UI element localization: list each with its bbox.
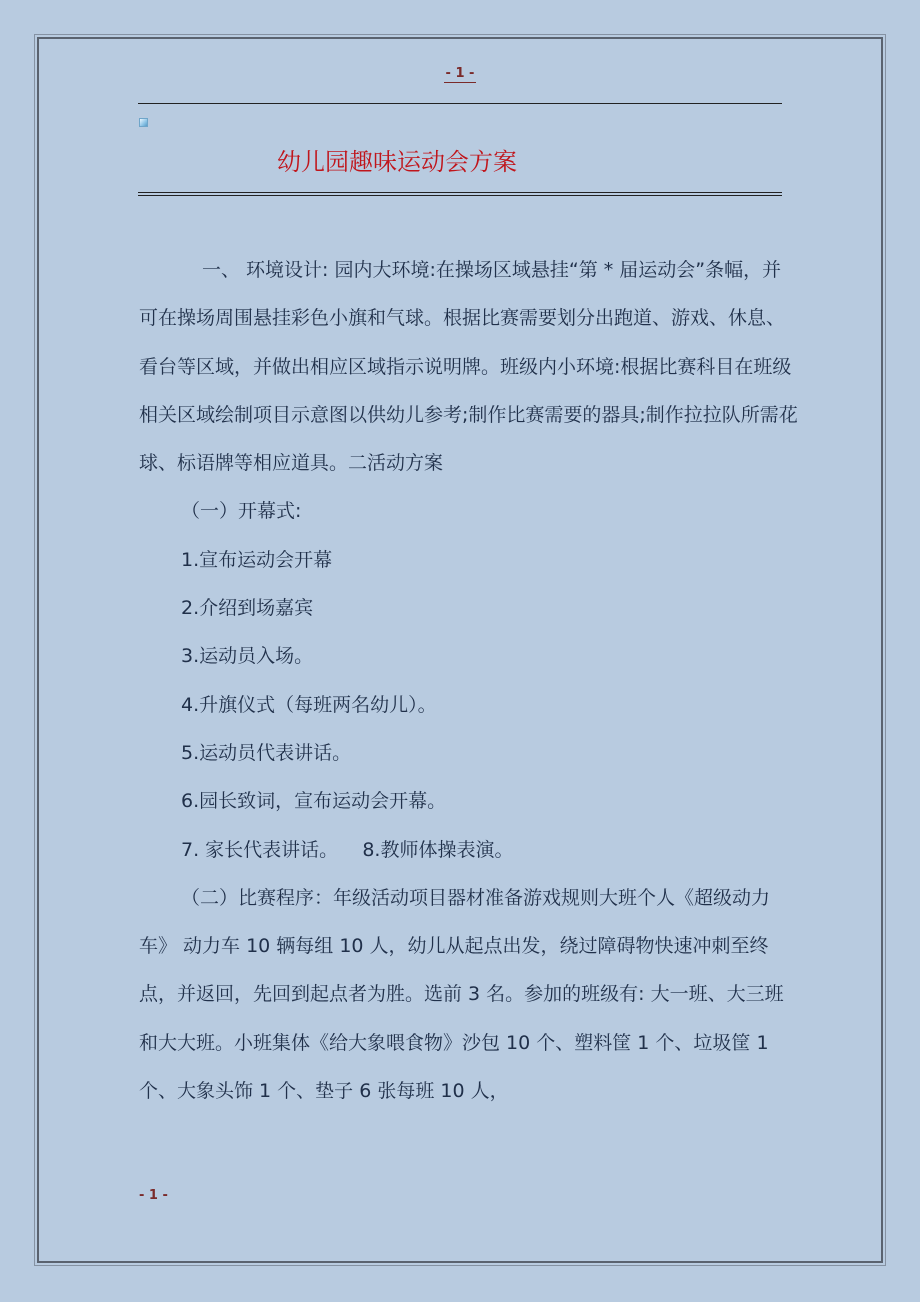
list-item: 5.运动员代表讲话。 bbox=[181, 741, 352, 764]
document-body bbox=[139, 246, 799, 1115]
document-title: 幼儿园趣味运动会方案 bbox=[277, 148, 517, 176]
header-page-number bbox=[0, 66, 920, 81]
list-item: 1.宣布运动会开幕 bbox=[181, 548, 333, 571]
list-item: 7. 家长代表讲话。 8.教师体操表演。 bbox=[181, 838, 514, 861]
paragraph-environment-design: 一、 环境设计: 园内大环境:在操场区域悬挂“第 * 届运动会”条幅，并可在操场周围悬挂彩色小旗和气球。根据比赛需要划分出跑道、游戏、休息、看台等区域，并做出相应区域指示说明牌。班级内小环境:根据比赛科目在班级相关区域绘制项目示意图以供幼儿参考;制作比赛需要的器具;制作拉拉队所需花球、标语牌等相应道具。二活动方案 bbox=[139, 259, 798, 475]
list-item: 2.介绍到场嘉宾 bbox=[181, 597, 314, 620]
section-heading-opening: （一）开幕式: bbox=[181, 500, 302, 523]
header-divider bbox=[138, 103, 782, 104]
footer-page-number: - 1 - bbox=[139, 1188, 168, 1203]
list-item: 3.运动员入场。 bbox=[181, 645, 314, 668]
paragraph-competition-program: （二）比赛程序：年级活动项目器材准备游戏规则大班个人《超级动力车》 动力车 10 辆每组 10 人，幼儿从起点出发，绕过障碍物快速冲刺至终点，并返回，先回到起点者为胜。选前 3 名。参加的班级有: 大一班、大三班和大大班。小班集体《给大象喂食物》沙包 10 个、塑料筐 1 个、垃圾筐 1 个、大象头饰 1 个、垫子 6 张每班 10 人， bbox=[139, 886, 784, 1103]
list-item: 4.升旗仪式（每班两名幼儿）。 bbox=[181, 693, 437, 716]
list-item: 6.园长致词，宣布运动会开幕。 bbox=[181, 790, 447, 813]
header-page-number-text: - 1 - bbox=[445, 66, 475, 81]
image-placeholder-icon bbox=[139, 118, 148, 127]
title-divider bbox=[138, 192, 782, 196]
